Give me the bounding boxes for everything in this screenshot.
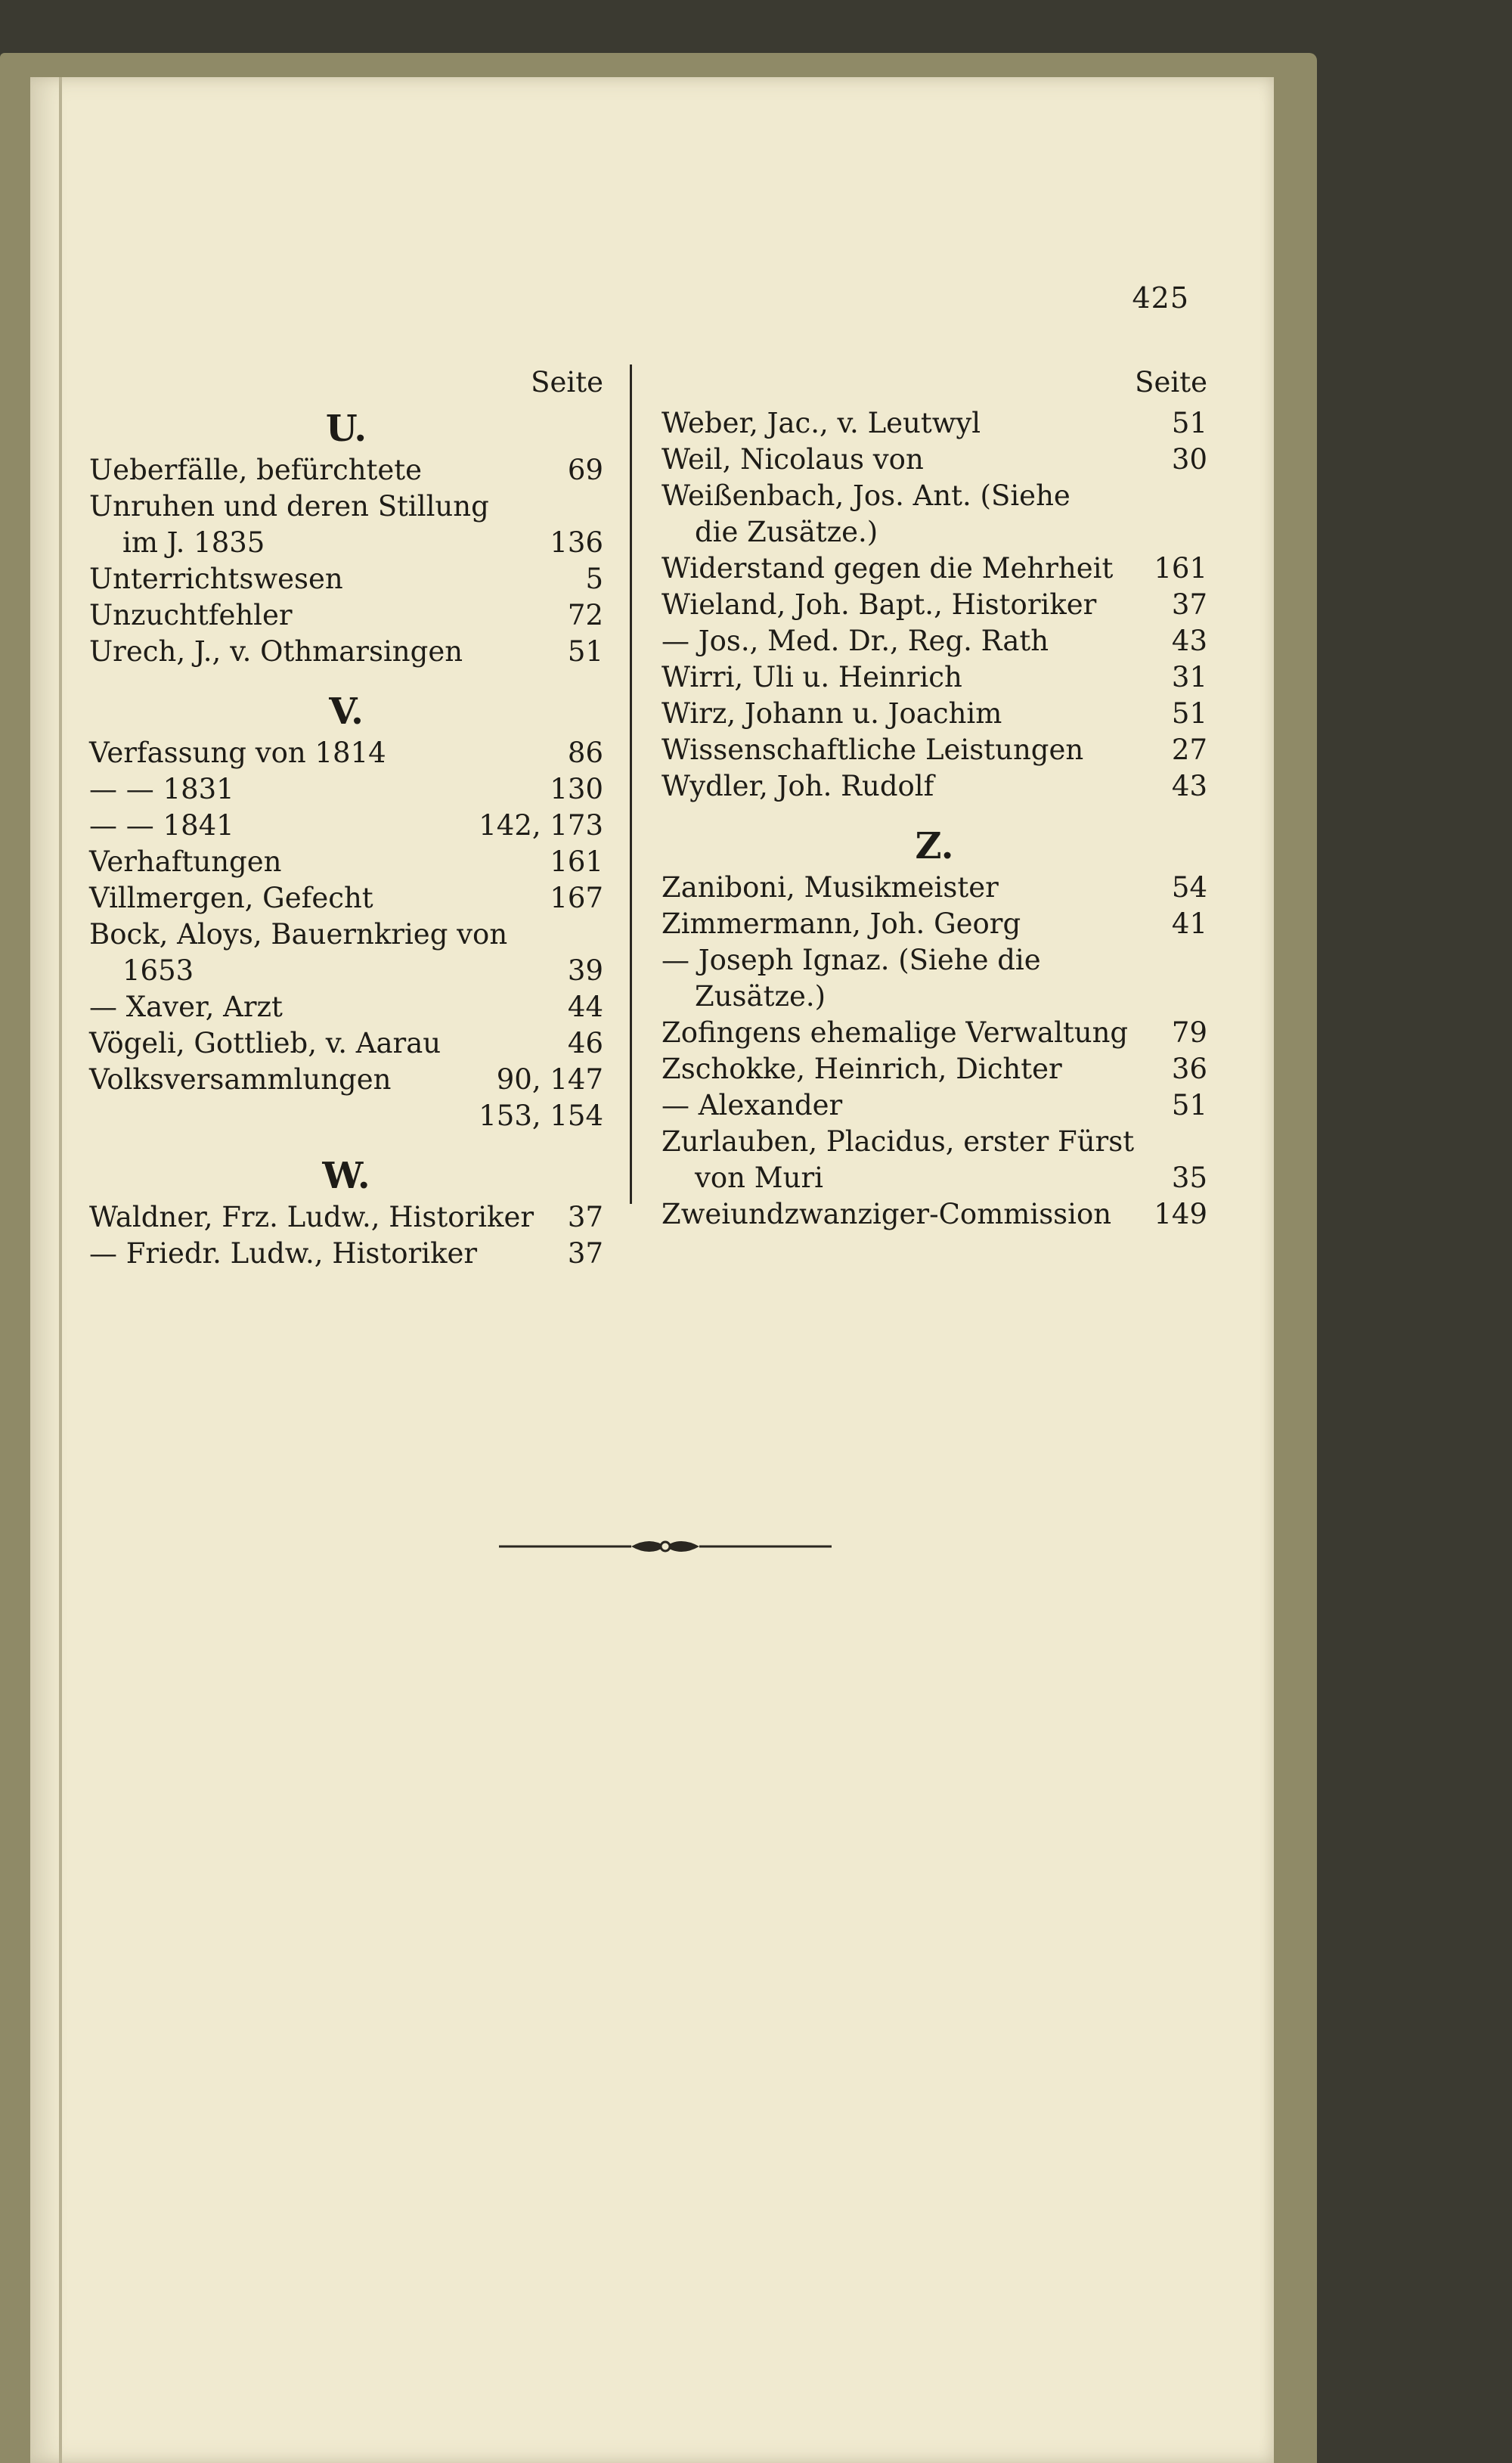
index-entry (662, 659, 1207, 696)
entry-page: 161 (1154, 552, 1207, 585)
index-entry (89, 634, 603, 670)
index-entry (662, 587, 1207, 623)
index-entry (662, 1087, 1207, 1124)
entry-term: im J. 1835 (122, 526, 265, 559)
entry-page: 79 (1171, 1016, 1207, 1049)
column-divider (630, 364, 632, 1204)
entry-page: 43 (1171, 770, 1207, 802)
entry-page: 167 (550, 882, 603, 914)
entry-term: — Xaver, Arzt (89, 991, 283, 1023)
index-entry (662, 405, 1207, 442)
page-number: 425 (1132, 281, 1189, 315)
entry-term: Weber, Jac., v. Leutwyl (662, 407, 981, 439)
entry-term: — Jos., Med. Dr., Reg. Rath (662, 625, 1049, 657)
entry-term: Waldner, Frz. Ludw., Historiker (89, 1201, 534, 1233)
index-entry (89, 489, 603, 525)
entry-term: Unzuchtfehler (89, 599, 293, 631)
entry-page: 44 (567, 991, 603, 1023)
entry-page: 36 (1171, 1053, 1207, 1085)
seite-label-left: Seite (531, 366, 603, 399)
entry-term: — — 1831 (89, 773, 234, 805)
index-entry (662, 1051, 1207, 1087)
entry-term: Zofingens ehemalige Verwaltung (662, 1016, 1129, 1049)
index-column-left (89, 364, 603, 1272)
index-entry (89, 735, 603, 771)
entry-term: Verhaftungen (89, 845, 282, 878)
index-entry (662, 696, 1207, 732)
index-column-right (662, 364, 1207, 1233)
index-entry (89, 1025, 603, 1062)
entry-term: — Friedr. Ludw., Historiker (89, 1237, 478, 1270)
entry-page: 86 (567, 737, 603, 769)
entry-term: — Alexander (662, 1089, 843, 1121)
section-letter: Z. (915, 825, 954, 867)
entry-term: Urech, J., v. Othmarsingen (89, 635, 463, 668)
index-entry (89, 597, 603, 634)
entry-term: Bock, Aloys, Bauernkrieg von (89, 918, 508, 951)
section-gap (662, 805, 1207, 823)
entry-page: 37 (567, 1237, 603, 1270)
entry-page: 51 (1171, 697, 1207, 730)
entry-term: Zusätze.) (695, 980, 826, 1013)
entry-page: 5 (585, 563, 603, 595)
entry-page: 31 (1171, 661, 1207, 693)
entry-term: Unruhen und deren Stillung (89, 490, 489, 523)
entry-page: 161 (550, 845, 603, 878)
entry-term: — — 1841 (89, 809, 234, 842)
entry-term: Ueberfälle, befürchtete (89, 454, 423, 486)
entry-term: Wydler, Joh. Rudolf (662, 770, 934, 802)
entry-term: Zaniboni, Musikmeister (662, 871, 999, 904)
index-entry (662, 870, 1207, 906)
entry-term: Villmergen, Gefecht (89, 882, 373, 914)
entry-term: Volksversammlungen (89, 1063, 392, 1096)
entry-page: 130 (550, 773, 603, 805)
index-entry (662, 1196, 1207, 1233)
index-entry (89, 989, 603, 1025)
section-letter: U. (325, 408, 367, 450)
index-entry (89, 844, 603, 880)
gutter-line (59, 77, 62, 2463)
entry-page: 54 (1171, 871, 1207, 904)
entry-term: die Zusätze.) (695, 516, 878, 548)
entry-page: 41 (1171, 907, 1207, 940)
entry-page: 136 (550, 526, 603, 559)
entry-term: Wissenschaftliche Leistungen (662, 734, 1084, 766)
entry-page: 37 (1171, 588, 1207, 621)
index-entry (662, 478, 1207, 514)
entry-term: Weil, Nicolaus von (662, 443, 924, 476)
seite-label-right: Seite (1135, 366, 1207, 399)
book-page (30, 77, 1274, 2463)
entry-term: 1653 (122, 954, 194, 987)
index-entry (89, 1199, 603, 1236)
entry-page: 43 (1171, 625, 1207, 657)
index-entry (89, 525, 603, 561)
index-entry (89, 953, 603, 989)
entry-page: 153, 154 (479, 1100, 603, 1132)
ornament-rule (499, 1533, 832, 1560)
index-entry (89, 561, 603, 597)
index-entry (89, 1098, 603, 1134)
entry-page: 39 (567, 954, 603, 987)
left-sections (89, 405, 603, 1272)
index-entry (662, 442, 1207, 478)
index-entry (662, 942, 1207, 979)
entry-term: — Joseph Ignaz. (Siehe die (662, 944, 1041, 976)
entry-page: 90, 147 (496, 1063, 603, 1096)
entry-term: Wirz, Johann u. Joachim (662, 697, 1002, 730)
entry-page: 51 (1171, 1089, 1207, 1121)
index-entry (662, 732, 1207, 768)
entry-term: Zschokke, Heinrich, Dichter (662, 1053, 1062, 1085)
entry-term: Zweiundzwanziger-Commission (662, 1198, 1112, 1230)
index-entry (662, 551, 1207, 587)
index-entry (89, 880, 603, 917)
index-entry (662, 768, 1207, 805)
entry-page: 30 (1171, 443, 1207, 476)
section-gap (89, 670, 603, 688)
index-entry (89, 452, 603, 489)
entry-term: Wieland, Joh. Bapt., Historiker (662, 588, 1097, 621)
entry-page: 142, 173 (479, 809, 603, 842)
index-entry (662, 1015, 1207, 1051)
section-letter: V. (329, 690, 364, 733)
entry-page: 51 (567, 635, 603, 668)
entry-term: Vögeli, Gottlieb, v. Aarau (89, 1027, 442, 1059)
entry-page: 35 (1171, 1162, 1207, 1194)
entry-term: Verfassung von 1814 (89, 737, 386, 769)
index-entry (89, 1062, 603, 1098)
entry-term: Zimmermann, Joh. Georg (662, 907, 1021, 940)
index-entry (662, 623, 1207, 659)
entry-term: von Muri (695, 1162, 824, 1194)
entry-term: Unterrichtswesen (89, 563, 343, 595)
entry-term: Widerstand gegen die Mehrheit (662, 552, 1114, 585)
entry-page: 72 (567, 599, 603, 631)
index-entry (89, 808, 603, 844)
index-entry (662, 906, 1207, 942)
index-entry (89, 917, 603, 953)
index-entry (89, 1236, 603, 1272)
entry-page: 51 (1171, 407, 1207, 439)
entry-page: 69 (567, 454, 603, 486)
section-gap (89, 1134, 603, 1152)
index-entry (89, 771, 603, 808)
entry-page: 149 (1154, 1198, 1207, 1230)
entry-page: 37 (567, 1201, 603, 1233)
index-entry (662, 1160, 1207, 1196)
index-entry (662, 1124, 1207, 1160)
entry-term: Weißenbach, Jos. Ant. (Siehe (662, 479, 1070, 512)
entry-term: Zurlauben, Placidus, erster Fürst (662, 1125, 1135, 1158)
entry-page: 27 (1171, 734, 1207, 766)
right-sections (662, 405, 1207, 1233)
entry-page: 46 (567, 1027, 603, 1059)
entry-term: Wirri, Uli u. Heinrich (662, 661, 962, 693)
index-entry (662, 514, 1207, 551)
index-entry (662, 979, 1207, 1015)
section-letter: W. (322, 1155, 370, 1197)
